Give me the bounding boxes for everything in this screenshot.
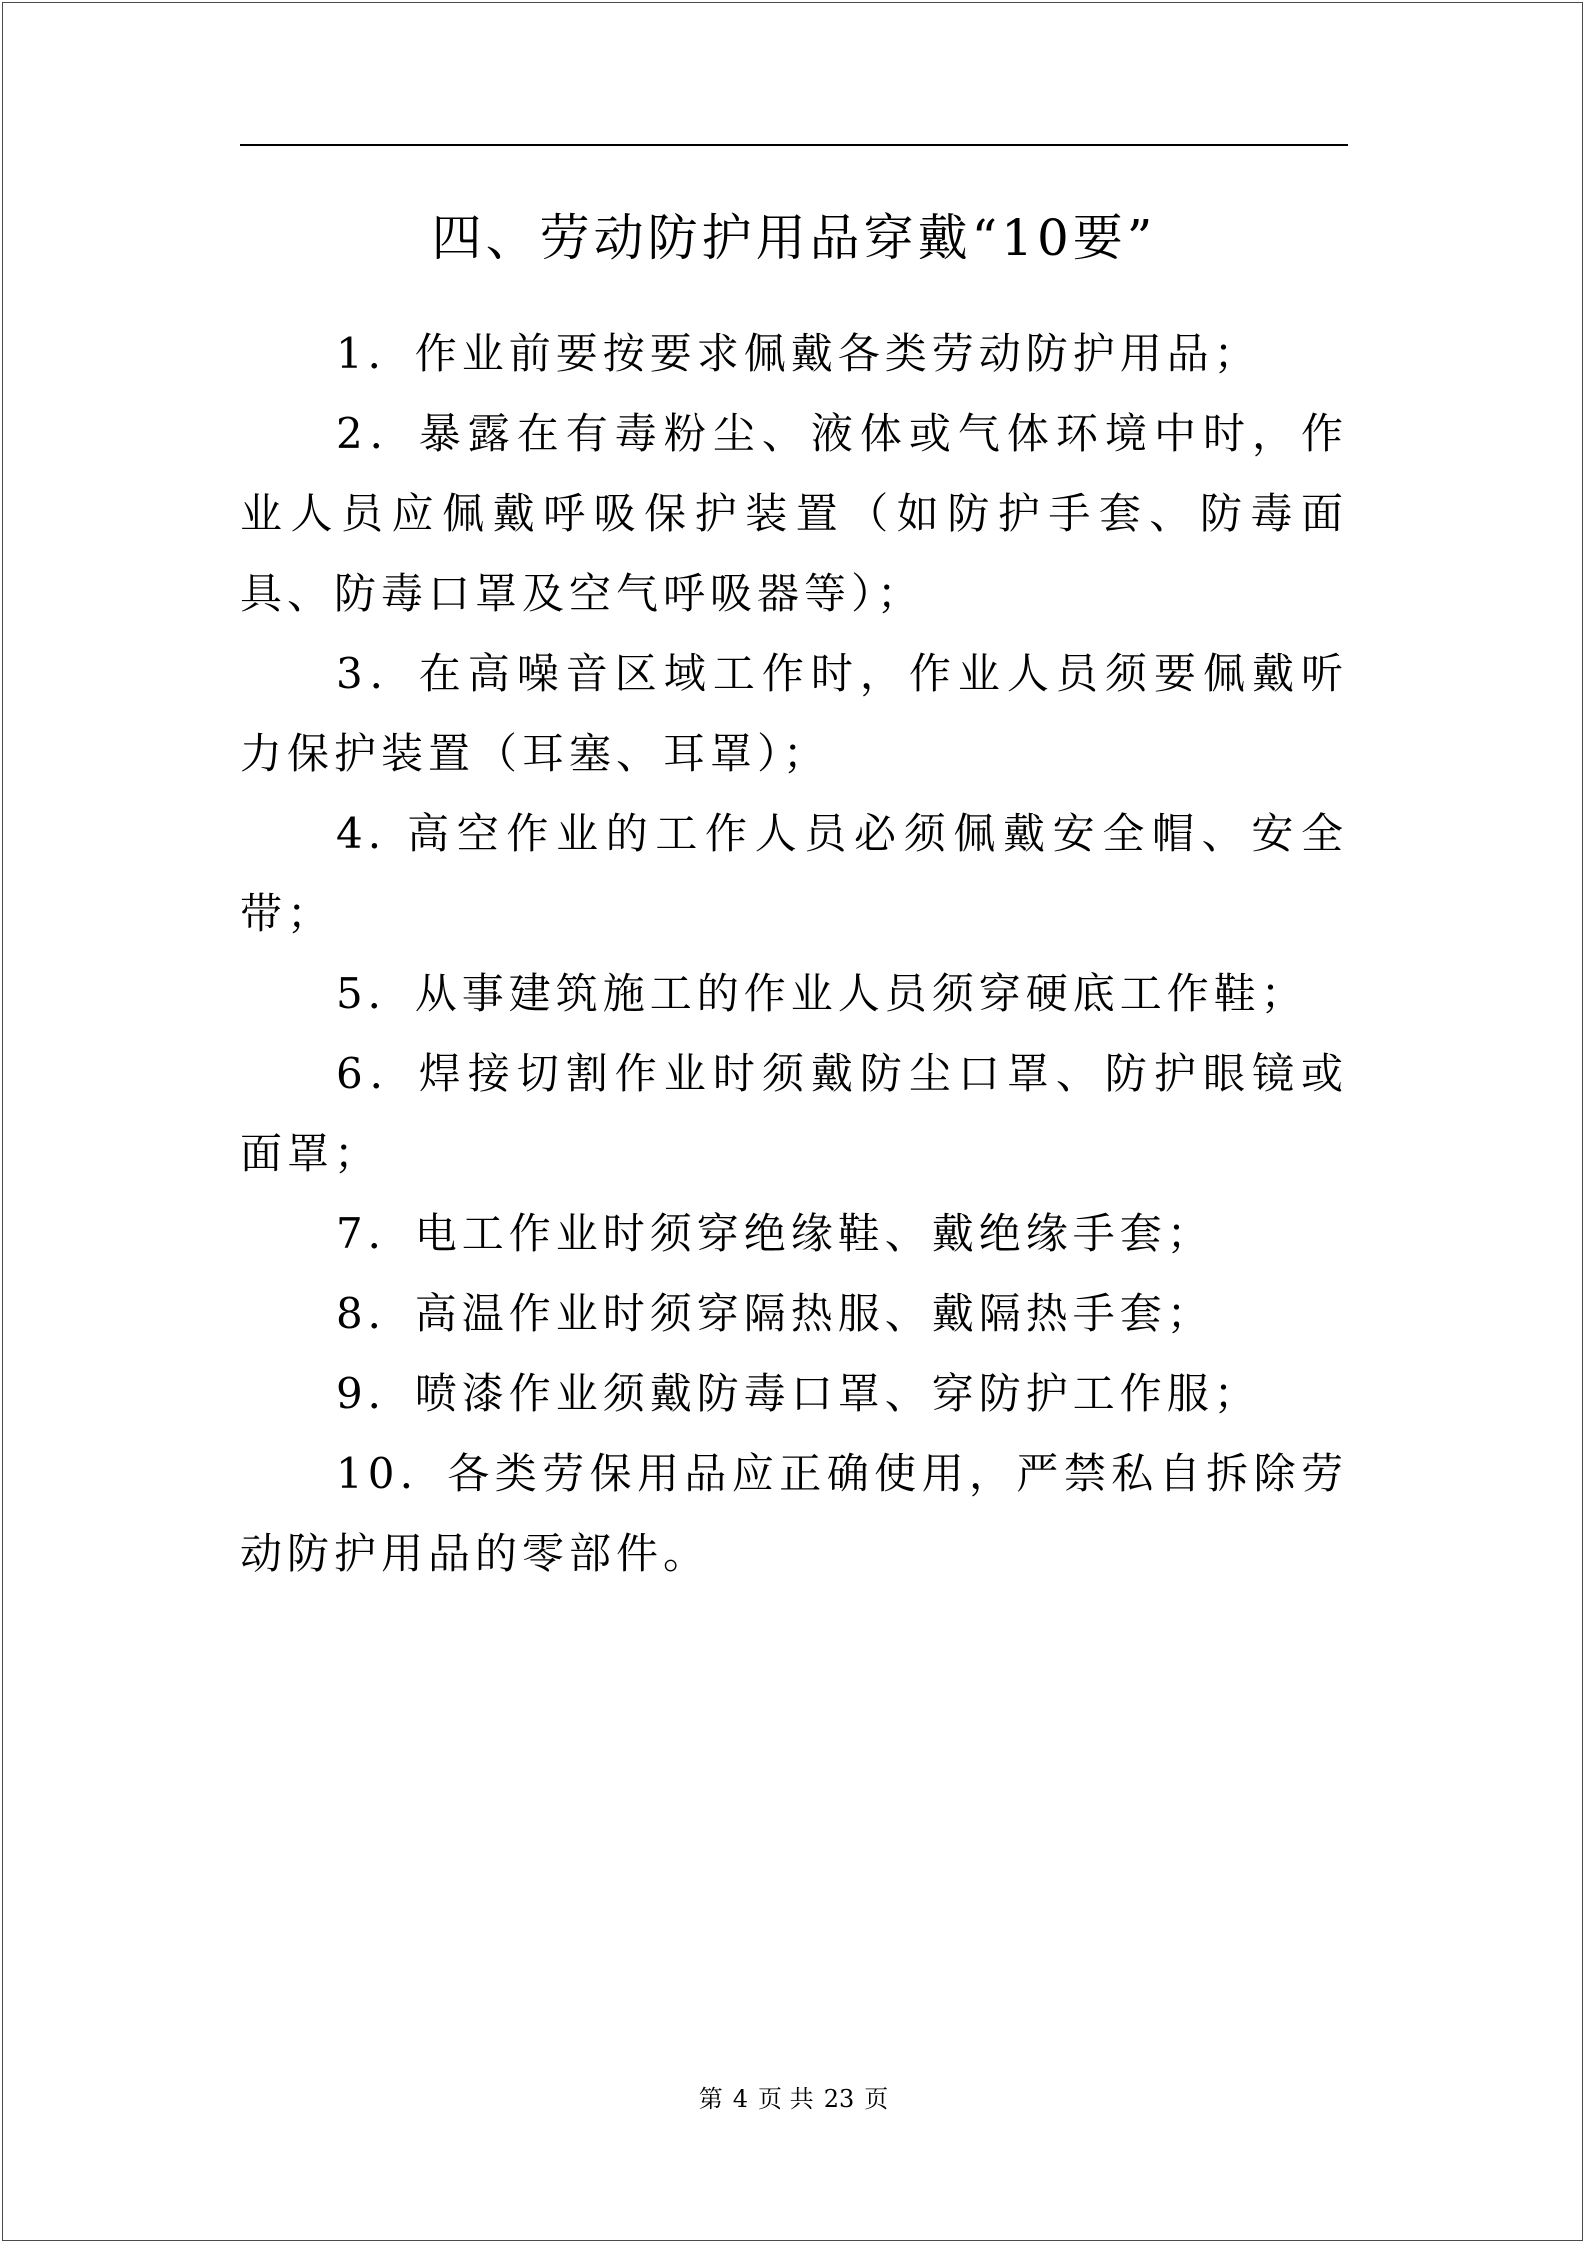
- footer-suffix: 页: [864, 2085, 889, 2113]
- list-item: 6．焊接切割作业时须戴防尘口罩、防护眼镜或面罩；: [240, 1049, 1348, 1178]
- section-title: 四、劳动防护用品穿戴“10要”: [431, 209, 1157, 267]
- footer-middle: 页 共: [758, 2085, 814, 2113]
- footer-total-pages: 23: [823, 2085, 855, 2113]
- footer-current-page: 4: [732, 2085, 749, 2113]
- page-footer: [0, 2084, 1587, 2114]
- footer-prefix: 第: [698, 2085, 723, 2113]
- list-item: 5．从事建筑施工的作业人员须穿硬底工作鞋；: [336, 969, 1308, 1018]
- header-rule: [240, 144, 1348, 146]
- document-body: [240, 314, 1348, 1594]
- list-item: 7．电工作业时须穿绝缘鞋、戴绝缘手套；: [336, 1209, 1214, 1258]
- list-item: 3．在高噪音区域工作时，作业人员须要佩戴听力保护装置（耳塞、耳罩）；: [240, 649, 1348, 778]
- list-item: 1．作业前要按要求佩戴各类劳动防护用品；: [336, 329, 1261, 378]
- list-item: 2．暴露在有毒粉尘、液体或气体环境中时，作业人员应佩戴呼吸保护装置（如防护手套、防毒面具、防毒口罩及空气呼吸器等）；: [240, 409, 1348, 618]
- list-item: 4. 高空作业的工作人员必须佩戴安全帽、安全带；: [240, 809, 1348, 938]
- list-item: 9．喷漆作业须戴防毒口罩、穿防护工作服；: [336, 1369, 1261, 1418]
- list-item: 8．高温作业时须穿隔热服、戴隔热手套；: [336, 1289, 1214, 1338]
- list-item: 10．各类劳保用品应正确使用，严禁私自拆除劳动防护用品的零部件。: [240, 1449, 1348, 1578]
